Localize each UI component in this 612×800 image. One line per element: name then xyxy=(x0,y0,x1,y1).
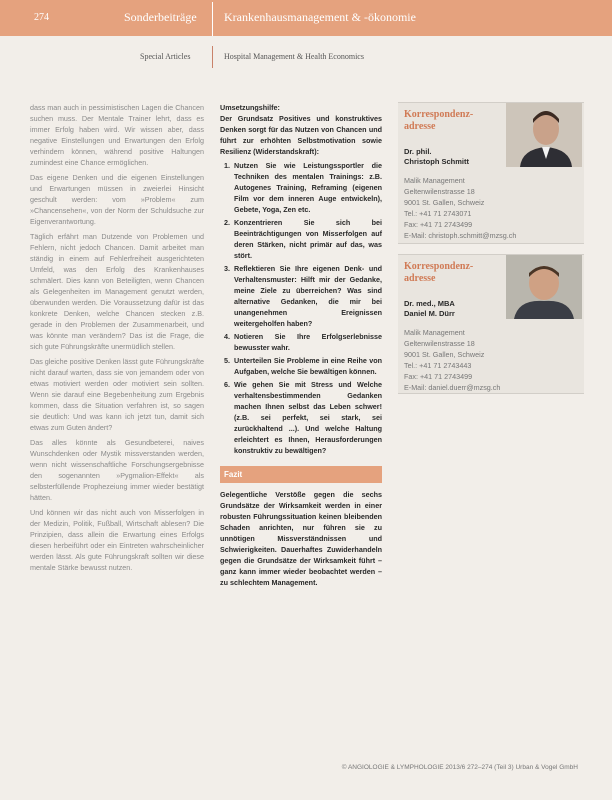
list-item: 6. Wie gehen Sie mit Stress und Welche verhaltensbestimmenden Gedanken machen Ihnen selbst das Leben schwer! (z.B. sei perfekt, sei stark, sei zurückhaltend ...). Und welche Haltung erleichtert es Ihnen, Herausforderungen konstruktiv zu bewältigen? xyxy=(232,379,382,456)
address-line: 9001 St. Gallen, Schweiz xyxy=(404,350,485,359)
author-title: Dr. med., MBA xyxy=(404,299,455,308)
paragraph: Täglich erfährt man Dutzende von Problemen und Fehlern, nicht jedoch Chancen. Damit arbeitet man ständig in einem auf Fehlerfreiheit ausgerichteten Umfeld, was den Erfolg des Krankenhauses schmälert. Dies kann von Beteiligten, wenn Chancen als Gelegenheiten im Management genutzt werden, überwunden werden. Die Voraussetzung dafür ist das konkrete Denken, welche Chancen stecken z.B. gerade in den Problemen der Zusammenarbeit, und was könnte man verändern? Das ist die Frage, die sich gute Führungskräfte unermüdlich stellen. xyxy=(30,232,204,351)
address-line: Geltenwilenstrasse 18 xyxy=(404,339,475,348)
fax-line: Fax: +41 71 2743499 xyxy=(404,372,473,381)
text-column-left xyxy=(30,102,204,577)
address-line: Geltenwilenstrasse 18 xyxy=(404,187,475,196)
topic-title: Krankenhausmanagement & -ökonomie xyxy=(224,10,416,24)
paragraph: Das gleiche positive Denken lässt gute Führungskräfte nicht darauf warten, dass sie von jemandem oder von etwas motiviert werden oder motiviert sein sollten. Wenn sie darauf eine Begebenheitung zum Ergebnis kommen, dass die Situation verfahren ist, so sagen sie deutlich: Und was kann ich jetzt tun, damit sich etwas zum Guten ändert? xyxy=(30,357,204,432)
subheader-divider xyxy=(212,46,213,68)
author-fullname: Daniel M. Dürr xyxy=(404,309,455,318)
list-item: 1. Nutzen Sie wie Leistungssportler die Techniken des mentalen Trainings: z.B. Autogenes Training, Reframing (eigenen Film vor dem inneren Auge entwickeln), Gebete, Yoga, Zen etc. xyxy=(232,160,382,215)
author-fullname: Christoph Schmitt xyxy=(404,157,469,166)
card-title xyxy=(404,109,494,133)
header-divider xyxy=(212,2,213,36)
author-name xyxy=(404,299,455,319)
steps-list xyxy=(220,160,382,456)
page-footer: © ANGIOLOGIE & LYMPHOLOGIE 2013/6 272–274 (Teil 3) Urban & Vogel GmbH xyxy=(341,764,578,771)
list-item: 5. Unterteilen Sie Probleme in eine Reihe von Aufgaben, welche Sie bewältigen können. xyxy=(232,355,382,377)
author-title: Dr. phil. xyxy=(404,147,432,156)
fazit-paragraph: Gelegentliche Verstöße gegen die sechs Grundsätze der Wirksamkeit werden in einer robusten Führungssituation keinen bleibenden Schaden anrichten, nur führen sie zu unnötigen Missverständnissen und Schwierigkeiten. Dauerhaftes Zuwiderhandeln gegen die Grundsätze der Wirksamkeit führt – ganz kann immer wieder beobachtet werden – zu schlechtem Management. xyxy=(220,490,382,587)
paragraph: Das alles könnte als Gesundbeterei, naives Wunschdenken oder Mystik missverstanden werden, wenn nicht wissenschaftliche Forschungsergebnisse den sogenannten »Pygmalion-Effekt« als selbsterfüllende Prophezeiung immer wieder bestätigt hätten. xyxy=(30,438,204,502)
list-item: 2. Konzentrieren Sie sich bei Beeinträchtigungen von Misserfolgen auf deren Stärken, nicht primär auf das, was stört. xyxy=(232,217,382,261)
card-title xyxy=(404,261,494,285)
email-line[interactable]: E-Mail: daniel.duerr@mzsg.ch xyxy=(404,383,501,392)
section-title: Sonderbeiträge xyxy=(124,10,197,24)
paragraph: dass man auch in pessimistischen Lagen die Chancen suchen muss. Der Mentale Trainer lehrt, dass es immer Erfolg haben wird. Wir wissen aber, dass negative Einstellungen und Erwartungen den Erfolg verhindern können, während positive Haltungen zumindest eine Chance ermöglichen. xyxy=(30,103,204,167)
author-photo xyxy=(506,255,582,319)
page-number: 274 xyxy=(34,12,49,23)
paragraph: Und können wir das nicht auch von Misserfolgen in der Medizin, Politik, Fußball, Wirtschaft ablesen? Die Prinzipien, dass allein die Erwartung eines Erfolgs diesen herbeiführt oder ein Eintreten wahrscheinlicher werden lässt. Als gute Führungskraft sollten wir diese mentale Stärke bewusst nutzen. xyxy=(30,508,204,572)
section-title-en: Special Articles xyxy=(140,52,191,61)
header-bar xyxy=(0,0,612,36)
list-item: 3. Reflektieren Sie Ihre eigenen Denk- und Verhaltensmuster: Hilft mir der Gedanke, meine Ziele zu überreichen? Was sind alternative Gedanken, die mir bei unangenehmen Ereignissen weitergeholfen haben? xyxy=(232,263,382,329)
author-name xyxy=(404,147,469,167)
correspondence-card xyxy=(398,102,584,244)
address-line: Malik Management xyxy=(404,328,465,337)
fazit-heading: Fazit xyxy=(220,466,382,483)
paragraph: Das eigene Denken und die eigenen Einstellungen und Erwartungen müssen in zweierlei Hinsicht geschult werden: vom »Problem« zum »Chancensehen«, von der Norm der Schuldsuche zur Eigenverantwortung. xyxy=(30,173,204,226)
card-title-line: Korrespondenz- xyxy=(404,109,474,120)
address-line: Malik Management xyxy=(404,176,465,185)
lead-paragraph: Der Grundsatz Positives und konstruktives Denken sorgt für das Nutzen von Chancen und führt zur erhöhten Selbstmotivation sowie Resilienz (Widerstandskraft): xyxy=(220,114,382,156)
text-column-middle xyxy=(220,102,382,592)
phone-line: Tel.: +41 71 2743443 xyxy=(404,361,472,370)
address-block xyxy=(404,327,500,393)
card-title-line: adresse xyxy=(404,121,436,132)
topic-title-en: Hospital Management & Health Economics xyxy=(224,52,364,61)
author-photo xyxy=(506,103,582,167)
email-line[interactable]: E-Mail: christoph.schmitt@mzsg.ch xyxy=(404,231,517,240)
section-heading: Umsetzungshilfe: xyxy=(220,103,280,112)
address-block xyxy=(404,175,516,241)
list-item: 4. Notieren Sie Ihre Erfolgserlebnisse bewusster wahr. xyxy=(232,331,382,353)
fax-line: Fax: +41 71 2743499 xyxy=(404,220,473,229)
correspondence-card xyxy=(398,254,584,394)
phone-line: Tel.: +41 71 2743071 xyxy=(404,209,472,218)
card-title-line: adresse xyxy=(404,273,436,284)
card-title-line: Korrespondenz- xyxy=(404,261,474,272)
address-line: 9001 St. Gallen, Schweiz xyxy=(404,198,485,207)
